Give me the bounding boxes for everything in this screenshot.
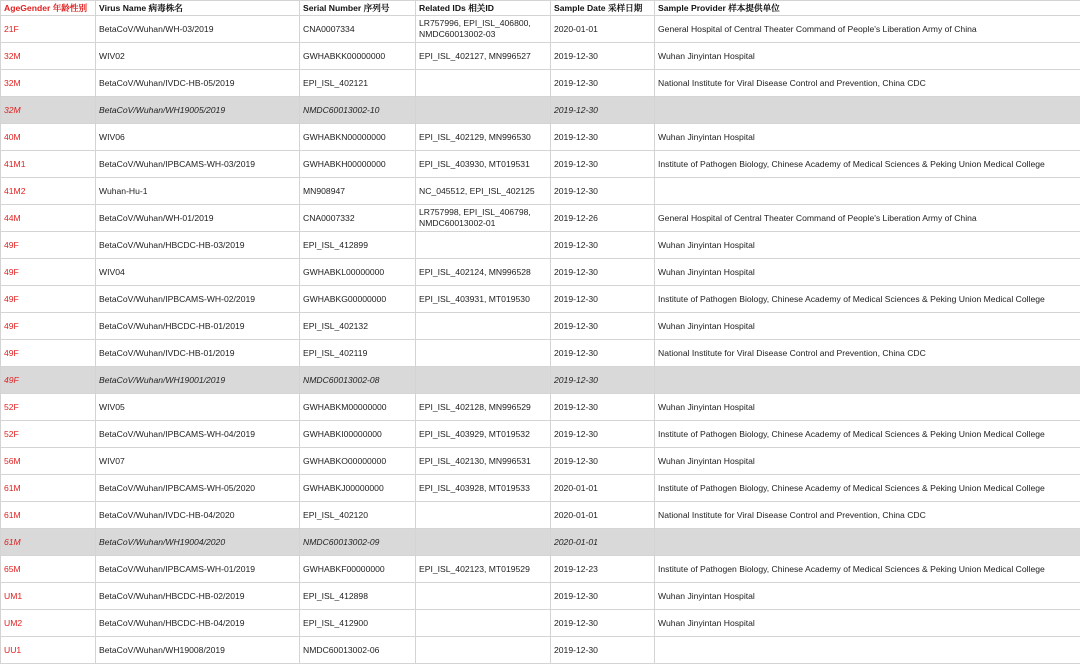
sample-provider-cell [655, 97, 1080, 124]
sample-provider-cell: National Institute for Viral Disease Control and Prevention, China CDC [655, 502, 1080, 529]
sample-provider-cell: National Institute for Viral Disease Control and Prevention, China CDC [655, 70, 1080, 97]
table-row [1, 232, 1080, 259]
sample-date-cell: 2019-12-30 [551, 232, 655, 259]
age-gender-cell: 52F [1, 421, 96, 448]
virus-name-cell: WIV06 [96, 124, 300, 151]
table-row [1, 529, 1080, 556]
virus-name-cell: BetaCoV/Wuhan/HBCDC-HB-02/2019 [96, 583, 300, 610]
header-virus-name: Virus Name 病毒株名 [96, 1, 300, 16]
serial-number-cell: EPI_ISL_412900 [300, 610, 416, 637]
sample-date-cell: 2019-12-30 [551, 394, 655, 421]
related-ids-cell [416, 637, 551, 664]
serial-number-cell: NMDC60013002-10 [300, 97, 416, 124]
table-row [1, 367, 1080, 394]
related-ids-cell [416, 70, 551, 97]
related-ids-cell: LR757998, EPI_ISL_406798, NMDC60013002-01 [416, 205, 551, 232]
virus-name-cell: BetaCoV/Wuhan/IVDC-HB-05/2019 [96, 70, 300, 97]
age-gender-cell: 49F [1, 232, 96, 259]
related-ids-cell: EPI_ISL_402130, MN996531 [416, 448, 551, 475]
table-row [1, 178, 1080, 205]
related-ids-cell: EPI_ISL_402124, MN996528 [416, 259, 551, 286]
sample-date-cell: 2019-12-30 [551, 313, 655, 340]
virus-name-cell: BetaCoV/Wuhan/WH19001/2019 [96, 367, 300, 394]
header-age-gender: AgeGender 年龄性别 [1, 1, 96, 16]
virus-name-cell: BetaCoV/Wuhan/IPBCAMS-WH-04/2019 [96, 421, 300, 448]
table-row [1, 583, 1080, 610]
serial-number-cell: MN908947 [300, 178, 416, 205]
serial-number-cell: GWHABKO00000000 [300, 448, 416, 475]
related-ids-cell: EPI_ISL_403931, MT019530 [416, 286, 551, 313]
serial-number-cell: GWHABKG00000000 [300, 286, 416, 313]
serial-number-cell: GWHABKK00000000 [300, 43, 416, 70]
virus-name-cell: Wuhan-Hu-1 [96, 178, 300, 205]
sample-date-cell: 2019-12-26 [551, 205, 655, 232]
table-row [1, 70, 1080, 97]
table-row [1, 124, 1080, 151]
table-body [1, 16, 1080, 664]
sample-date-cell: 2019-12-30 [551, 421, 655, 448]
virus-name-cell: BetaCoV/Wuhan/IPBCAMS-WH-01/2019 [96, 556, 300, 583]
age-gender-cell: 49F [1, 259, 96, 286]
serial-number-cell: NMDC60013002-09 [300, 529, 416, 556]
serial-number-cell: EPI_ISL_402132 [300, 313, 416, 340]
related-ids-cell [416, 529, 551, 556]
sample-provider-cell: Wuhan Jinyintan Hospital [655, 259, 1080, 286]
age-gender-cell: 32M [1, 97, 96, 124]
related-ids-cell: EPI_ISL_402128, MN996529 [416, 394, 551, 421]
header-sample-provider: Sample Provider 样本提供单位 [655, 1, 1080, 16]
sample-provider-cell: Wuhan Jinyintan Hospital [655, 232, 1080, 259]
sample-date-cell: 2019-12-30 [551, 637, 655, 664]
table-row [1, 502, 1080, 529]
sample-date-cell: 2020-01-01 [551, 502, 655, 529]
serial-number-cell: NMDC60013002-06 [300, 637, 416, 664]
sample-date-cell: 2019-12-30 [551, 43, 655, 70]
sample-provider-cell: General Hospital of Central Theater Command of People's Liberation Army of China [655, 16, 1080, 43]
virus-name-cell: BetaCoV/Wuhan/HBCDC-HB-01/2019 [96, 313, 300, 340]
sample-provider-cell [655, 637, 1080, 664]
related-ids-cell [416, 97, 551, 124]
serial-number-cell: EPI_ISL_402121 [300, 70, 416, 97]
age-gender-cell: 52F [1, 394, 96, 421]
serial-number-cell: GWHABKL00000000 [300, 259, 416, 286]
virus-name-cell: WIV04 [96, 259, 300, 286]
related-ids-cell [416, 502, 551, 529]
related-ids-cell [416, 313, 551, 340]
table-row [1, 340, 1080, 367]
age-gender-cell: 49F [1, 313, 96, 340]
age-gender-cell: 49F [1, 340, 96, 367]
sample-provider-cell: Wuhan Jinyintan Hospital [655, 124, 1080, 151]
virus-name-cell: BetaCoV/Wuhan/IVDC-HB-04/2020 [96, 502, 300, 529]
related-ids-cell: EPI_ISL_402127, MN996527 [416, 43, 551, 70]
table-row [1, 259, 1080, 286]
sample-date-cell: 2020-01-01 [551, 475, 655, 502]
age-gender-cell: 41M2 [1, 178, 96, 205]
serial-number-cell: EPI_ISL_412898 [300, 583, 416, 610]
sample-provider-cell: Institute of Pathogen Biology, Chinese Academy of Medical Sciences & Peking Union Medical College [655, 556, 1080, 583]
virus-name-cell: BetaCoV/Wuhan/WH19005/2019 [96, 97, 300, 124]
table-row [1, 556, 1080, 583]
virus-name-cell: BetaCoV/Wuhan/WH-03/2019 [96, 16, 300, 43]
age-gender-cell: UU1 [1, 637, 96, 664]
sample-provider-cell: Wuhan Jinyintan Hospital [655, 610, 1080, 637]
age-gender-cell: 61M [1, 529, 96, 556]
sample-date-cell: 2019-12-30 [551, 124, 655, 151]
table-row [1, 16, 1080, 43]
age-gender-cell: 40M [1, 124, 96, 151]
table-row [1, 97, 1080, 124]
related-ids-cell: EPI_ISL_403928, MT019533 [416, 475, 551, 502]
sample-provider-cell: Wuhan Jinyintan Hospital [655, 394, 1080, 421]
header-related-ids: Related IDs 相关ID [416, 1, 551, 16]
sample-date-cell: 2019-12-30 [551, 178, 655, 205]
sample-date-cell: 2020-01-01 [551, 16, 655, 43]
related-ids-cell [416, 583, 551, 610]
table-row [1, 475, 1080, 502]
age-gender-cell: 56M [1, 448, 96, 475]
age-gender-cell: 49F [1, 367, 96, 394]
sample-date-cell: 2019-12-30 [551, 286, 655, 313]
sample-date-cell: 2019-12-30 [551, 610, 655, 637]
table-row [1, 448, 1080, 475]
serial-number-cell: EPI_ISL_412899 [300, 232, 416, 259]
virus-name-cell: WIV05 [96, 394, 300, 421]
age-gender-cell: 61M [1, 475, 96, 502]
sample-date-cell: 2020-01-01 [551, 529, 655, 556]
sample-date-cell: 2019-12-30 [551, 583, 655, 610]
virus-name-cell: BetaCoV/Wuhan/IPBCAMS-WH-02/2019 [96, 286, 300, 313]
related-ids-cell: EPI_ISL_402123, MT019529 [416, 556, 551, 583]
serial-number-cell: EPI_ISL_402120 [300, 502, 416, 529]
serial-number-cell: GWHABKJ00000000 [300, 475, 416, 502]
virus-name-cell: WIV02 [96, 43, 300, 70]
sample-provider-cell: Wuhan Jinyintan Hospital [655, 43, 1080, 70]
sample-date-cell: 2019-12-30 [551, 70, 655, 97]
table-row [1, 205, 1080, 232]
sample-provider-cell [655, 529, 1080, 556]
sample-date-cell: 2019-12-30 [551, 151, 655, 178]
serial-number-cell: GWHABKH00000000 [300, 151, 416, 178]
sample-provider-cell: General Hospital of Central Theater Command of People's Liberation Army of China [655, 205, 1080, 232]
related-ids-cell [416, 232, 551, 259]
sample-provider-cell: Institute of Pathogen Biology, Chinese Academy of Medical Sciences & Peking Union Medical College [655, 151, 1080, 178]
sample-date-cell: 2019-12-30 [551, 97, 655, 124]
related-ids-cell: NC_045512, EPI_ISL_402125 [416, 178, 551, 205]
age-gender-cell: 61M [1, 502, 96, 529]
age-gender-cell: 41M1 [1, 151, 96, 178]
sample-provider-cell [655, 367, 1080, 394]
sample-date-cell: 2019-12-30 [551, 259, 655, 286]
related-ids-cell [416, 610, 551, 637]
sample-date-cell: 2019-12-23 [551, 556, 655, 583]
serial-number-cell: GWHABKF00000000 [300, 556, 416, 583]
sample-date-cell: 2019-12-30 [551, 448, 655, 475]
age-gender-cell: 32M [1, 43, 96, 70]
age-gender-cell: 32M [1, 70, 96, 97]
table-header-row [1, 1, 1080, 16]
serial-number-cell: EPI_ISL_402119 [300, 340, 416, 367]
sample-provider-cell: Institute of Pathogen Biology, Chinese Academy of Medical Sciences & Peking Union Medical College [655, 475, 1080, 502]
sample-date-cell: 2019-12-30 [551, 340, 655, 367]
virus-name-cell: BetaCoV/Wuhan/HBCDC-HB-03/2019 [96, 232, 300, 259]
serial-number-cell: GWHABKN00000000 [300, 124, 416, 151]
virus-name-cell: BetaCoV/Wuhan/IVDC-HB-01/2019 [96, 340, 300, 367]
related-ids-cell: EPI_ISL_403929, MT019532 [416, 421, 551, 448]
table-row [1, 394, 1080, 421]
virus-name-cell: WIV07 [96, 448, 300, 475]
table-row [1, 313, 1080, 340]
sample-provider-cell: Wuhan Jinyintan Hospital [655, 448, 1080, 475]
serial-number-cell: NMDC60013002-08 [300, 367, 416, 394]
sample-provider-cell: Institute of Pathogen Biology, Chinese Academy of Medical Sciences & Peking Union Medical College [655, 421, 1080, 448]
age-gender-cell: 65M [1, 556, 96, 583]
header-sample-date: Sample Date 采样日期 [551, 1, 655, 16]
table-row [1, 610, 1080, 637]
table-row [1, 286, 1080, 313]
related-ids-cell: LR757996, EPI_ISL_406800, NMDC60013002-03 [416, 16, 551, 43]
serial-number-cell: GWHABKM00000000 [300, 394, 416, 421]
related-ids-cell: EPI_ISL_403930, MT019531 [416, 151, 551, 178]
sample-date-cell: 2019-12-30 [551, 367, 655, 394]
sample-provider-cell: Wuhan Jinyintan Hospital [655, 583, 1080, 610]
age-gender-cell: 44M [1, 205, 96, 232]
age-gender-cell: 21F [1, 16, 96, 43]
table-row [1, 43, 1080, 70]
sample-provider-cell: Wuhan Jinyintan Hospital [655, 313, 1080, 340]
virus-name-cell: BetaCoV/Wuhan/WH19004/2020 [96, 529, 300, 556]
table-row [1, 637, 1080, 664]
sample-provider-cell: National Institute for Viral Disease Control and Prevention, China CDC [655, 340, 1080, 367]
sample-provider-cell: Institute of Pathogen Biology, Chinese Academy of Medical Sciences & Peking Union Medical College [655, 286, 1080, 313]
virus-name-cell: BetaCoV/Wuhan/IPBCAMS-WH-05/2020 [96, 475, 300, 502]
sample-provider-cell [655, 178, 1080, 205]
table-row [1, 421, 1080, 448]
virus-name-cell: BetaCoV/Wuhan/WH-01/2019 [96, 205, 300, 232]
table-row [1, 151, 1080, 178]
age-gender-cell: UM1 [1, 583, 96, 610]
related-ids-cell [416, 340, 551, 367]
serial-number-cell: CNA0007334 [300, 16, 416, 43]
age-gender-cell: 49F [1, 286, 96, 313]
header-serial-number: Serial Number 序列号 [300, 1, 416, 16]
related-ids-cell [416, 367, 551, 394]
virus-name-cell: BetaCoV/Wuhan/HBCDC-HB-04/2019 [96, 610, 300, 637]
age-gender-cell: UM2 [1, 610, 96, 637]
serial-number-cell: GWHABKI00000000 [300, 421, 416, 448]
virus-name-cell: BetaCoV/Wuhan/WH19008/2019 [96, 637, 300, 664]
related-ids-cell: EPI_ISL_402129, MN996530 [416, 124, 551, 151]
virus-name-cell: BetaCoV/Wuhan/IPBCAMS-WH-03/2019 [96, 151, 300, 178]
serial-number-cell: CNA0007332 [300, 205, 416, 232]
